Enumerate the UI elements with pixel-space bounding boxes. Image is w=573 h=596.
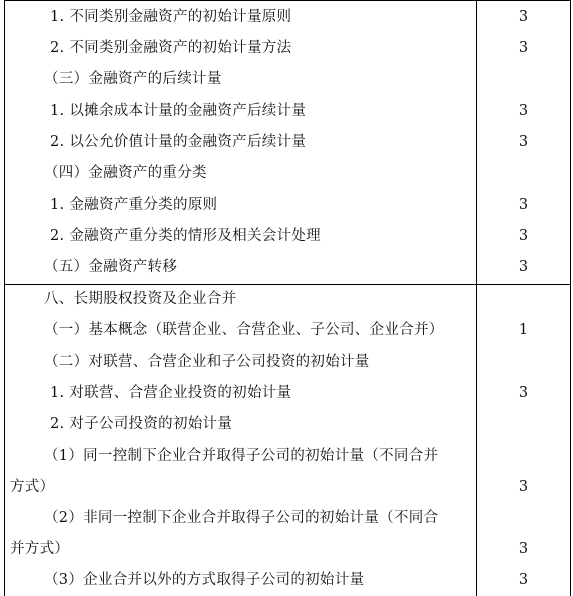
table-row (4, 409, 571, 440)
row-level: 3 (518, 9, 529, 25)
row-level: 3 (518, 103, 529, 119)
table-row (4, 127, 571, 158)
row-level: 3 (518, 572, 529, 588)
table-row (4, 2, 571, 33)
table-row (4, 96, 571, 127)
table-row (4, 190, 571, 221)
row-label: （五）金融资产转移 (44, 259, 178, 275)
row-label: 2. 金融资产重分类的情形及相关会计处理 (50, 228, 321, 244)
row-label: 1. 以摊余成本计量的金融资产后续计量 (50, 103, 307, 119)
row-label: （四）金融资产的重分类 (44, 165, 207, 181)
table-row (4, 347, 571, 378)
syllabus-table (4, 0, 571, 596)
row-level: 3 (518, 197, 529, 213)
row-label: 1. 金融资产重分类的原则 (50, 197, 218, 213)
row-label: 1. 不同类别金融资产的初始计量原则 (50, 9, 292, 25)
row-label: （1）同一控制下企业合并取得子公司的初始计量（不同合并 (44, 448, 439, 464)
row-label: （一）基本概念（联营企业、合营企业、子公司、企业合并） (44, 322, 444, 338)
table-row (4, 315, 571, 346)
row-label: 1. 对联营、合营企业投资的初始计量 (50, 385, 292, 401)
row-label: 2. 以公允价值计量的金融资产后续计量 (50, 134, 307, 150)
row-level: 3 (518, 541, 529, 557)
row-label: 2. 不同类别金融资产的初始计量方法 (50, 40, 292, 56)
row-label: 方式） (10, 479, 55, 495)
table-row (4, 503, 571, 534)
row-label: （二）对联营、合营企业和子公司投资的初始计量 (44, 354, 370, 370)
row-label: （2）非同一控制下企业合并取得子公司的初始计量（不同合 (44, 510, 439, 526)
row-label: 2. 对子公司投资的初始计量 (50, 416, 233, 432)
section-heading: 八、长期股权投资及企业合并 (44, 291, 237, 307)
table-row (4, 565, 571, 596)
table-row (4, 33, 571, 64)
table-row (4, 221, 571, 252)
table-row (4, 441, 571, 472)
table-row (4, 252, 571, 283)
row-level: 3 (518, 228, 529, 244)
row-level: 3 (518, 479, 529, 495)
row-label: 并方式） (10, 541, 70, 557)
row-level: 3 (518, 134, 529, 150)
row-level: 1 (518, 322, 529, 338)
table-row (4, 158, 571, 189)
row-label: （三）金融资产的后续计量 (44, 71, 222, 87)
row-level: 3 (518, 259, 529, 275)
table-row (4, 378, 571, 409)
row-level: 3 (518, 40, 529, 56)
table-row (4, 534, 571, 565)
table-top-border (4, 0, 571, 1)
row-label: （3）企业合并以外的方式取得子公司的初始计量 (44, 572, 365, 588)
table-row (4, 64, 571, 95)
table-row (4, 472, 571, 503)
table-row (4, 284, 571, 315)
row-level: 3 (518, 385, 529, 401)
